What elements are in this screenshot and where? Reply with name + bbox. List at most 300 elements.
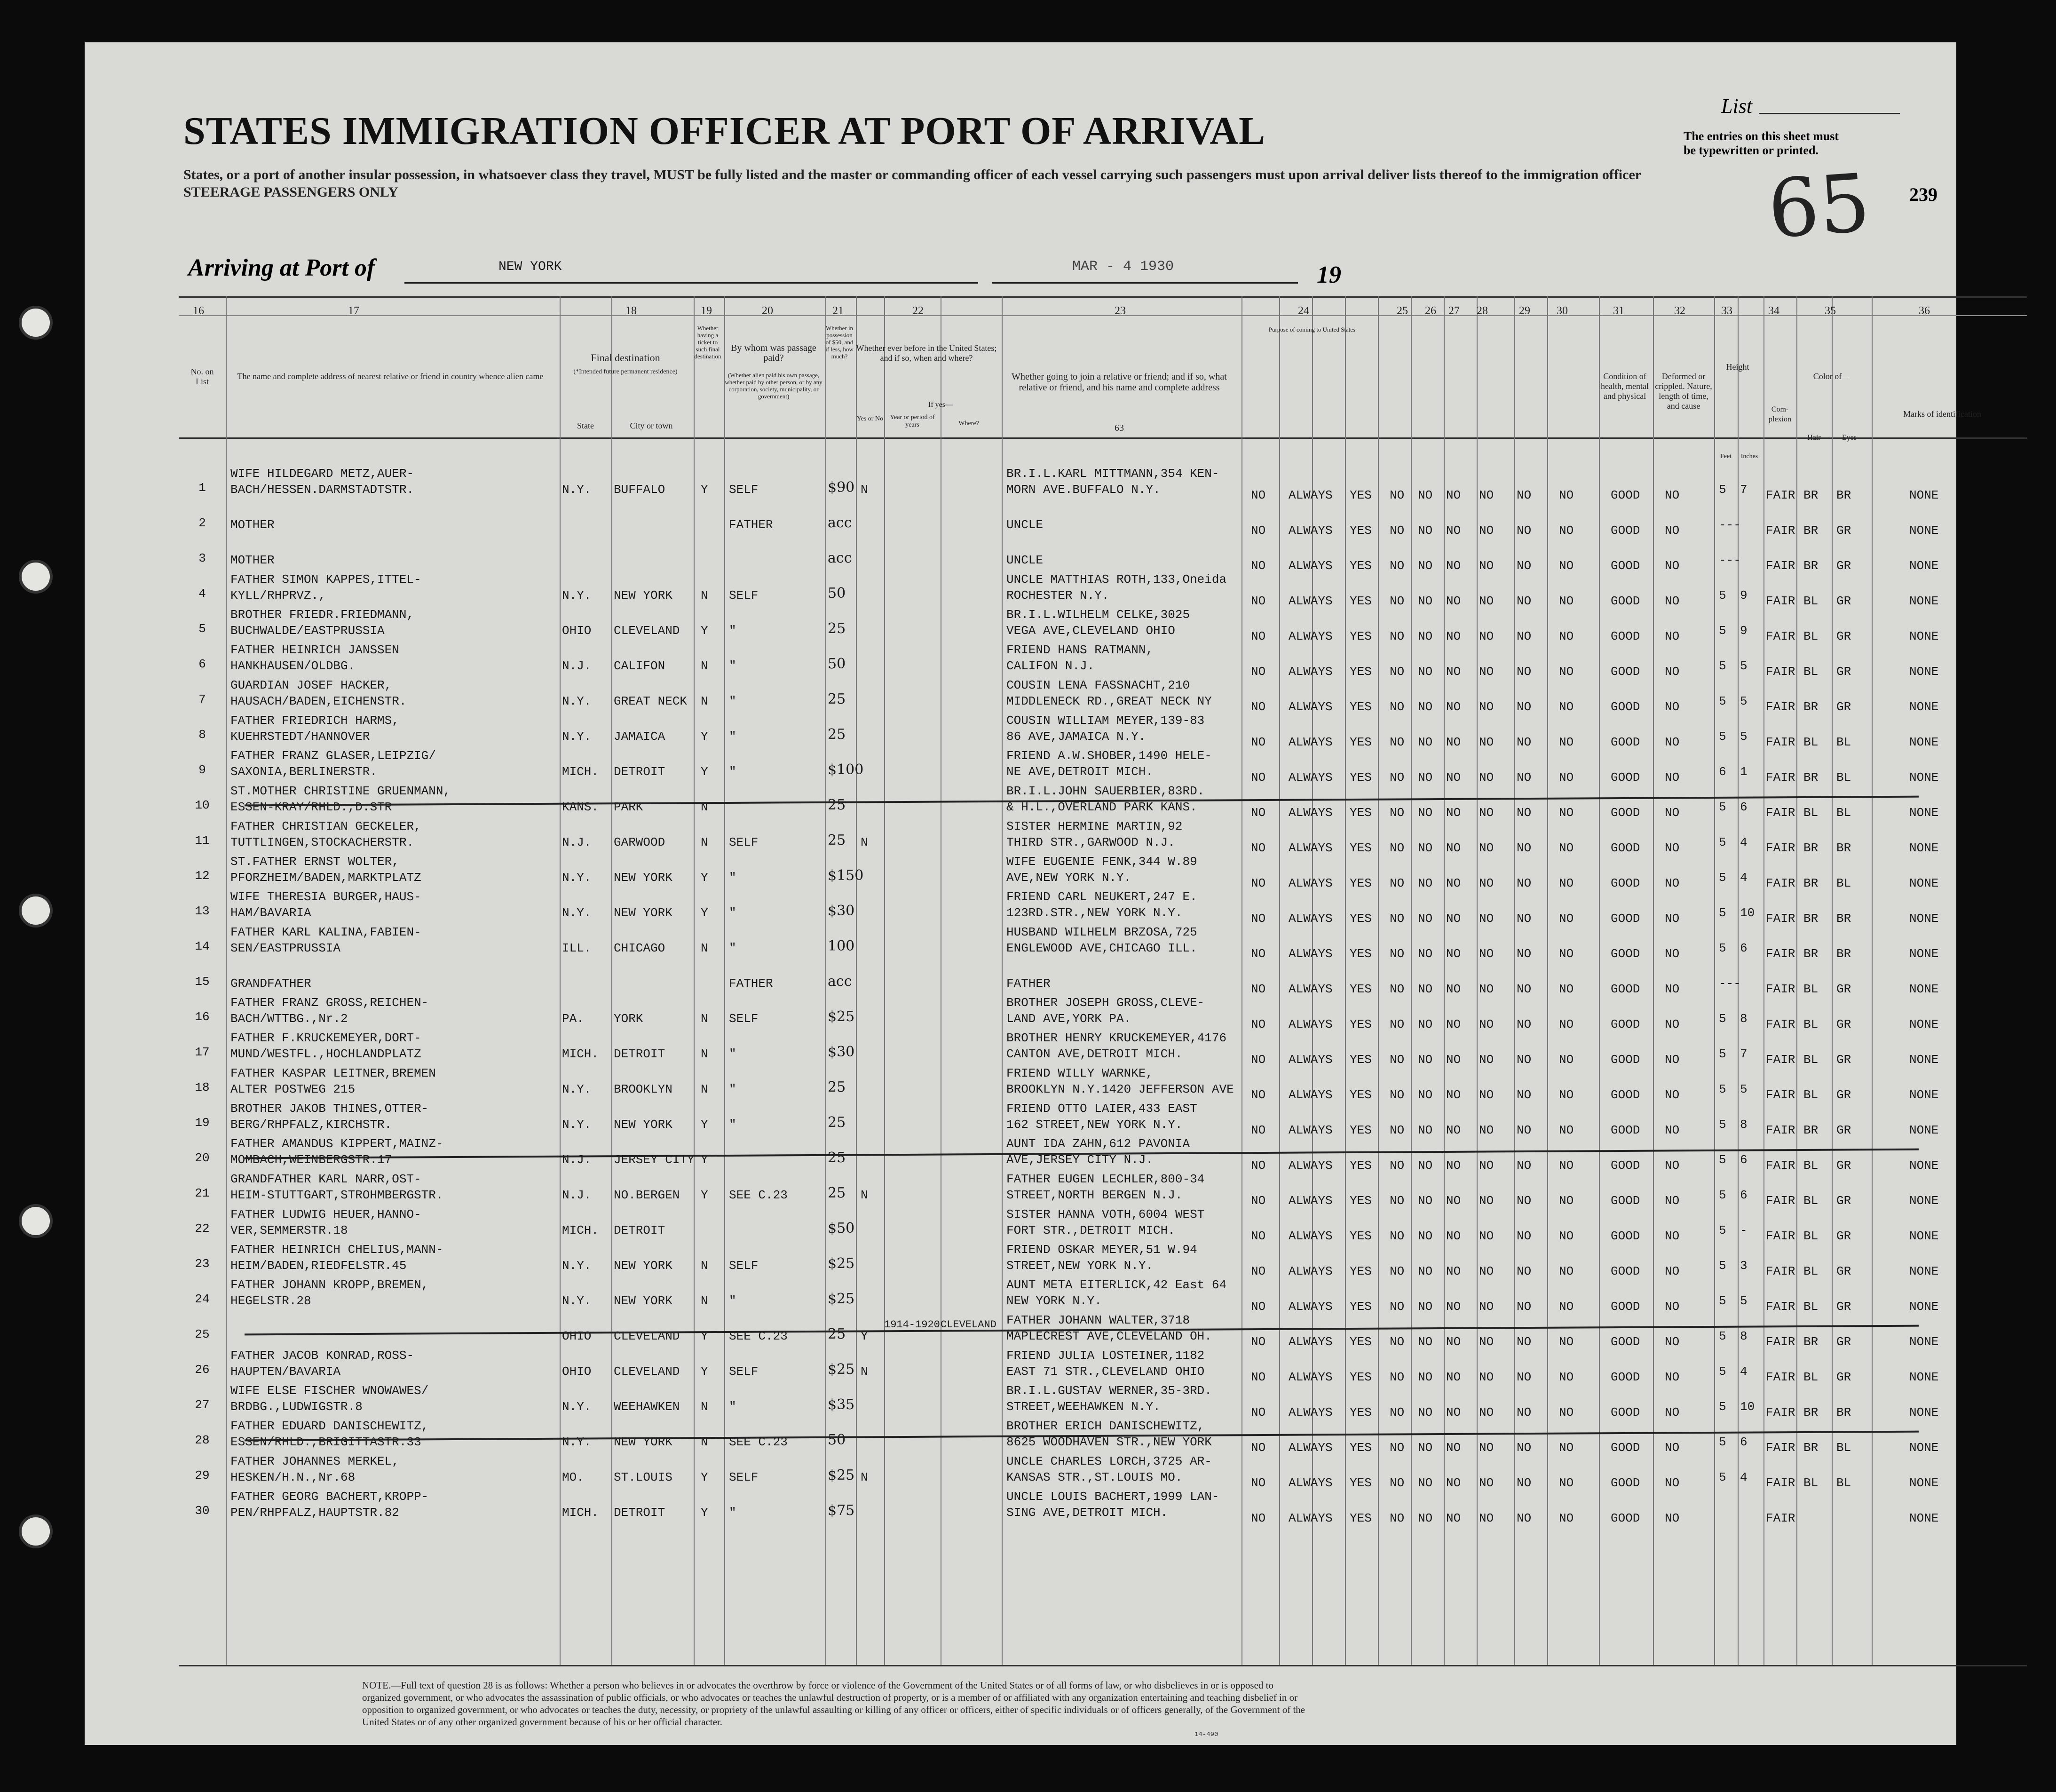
cell-state: KANS. [562, 800, 599, 814]
cell-deform: NO [1665, 665, 1680, 679]
cell-f28: NO [1479, 700, 1494, 714]
cell-hair: BL [1803, 735, 1819, 749]
cell-health: GOOD [1611, 559, 1640, 573]
cell-city: NO.BERGEN [614, 1188, 680, 1202]
cell-ticket: Y [701, 1470, 708, 1484]
cell-ft: --- [1719, 518, 1741, 532]
cell-cx: FAIR [1766, 629, 1795, 643]
cell-money: 25 [828, 1114, 846, 1131]
hdr-period: Year or period of years [890, 414, 935, 428]
hdr-eyes: Eyes [1842, 434, 1857, 442]
cell-health: GOOD [1611, 1405, 1640, 1419]
cell-ticket: Y [701, 765, 708, 779]
cell-in: 4 [1740, 1364, 1748, 1379]
cell-hair: BR [1803, 912, 1819, 926]
hdr-inches: Inches [1740, 453, 1758, 460]
cell-hair: BR [1803, 770, 1819, 785]
cell-f26: NO [1418, 770, 1433, 785]
cell-state: PA. [562, 1012, 584, 1026]
row-number: 29 [195, 1468, 210, 1483]
date-stamp: MAR - 4 1930 [1072, 259, 1174, 275]
cell-ticket: Y [701, 729, 708, 744]
cell-paid: FATHER [729, 518, 773, 532]
cell-ticket: N [701, 659, 708, 673]
cell-join1: AUNT META EITERLICK,42 East 64 [1006, 1278, 1227, 1292]
hdr-money: Whether in possession of $50, and if less, how much? [825, 325, 854, 360]
cell-cx: FAIR [1766, 982, 1795, 996]
cell-f28: NO [1479, 488, 1494, 502]
cell-deform: NO [1665, 1441, 1680, 1455]
cell-f25: NO [1390, 770, 1405, 785]
cell-rel2: SAXONIA,BERLINERSTR. [230, 765, 378, 779]
cell-join1: FRIEND WILLY WARNKE, [1006, 1066, 1154, 1080]
row-number: 10 [195, 798, 210, 812]
cell-eyes: GR [1836, 1123, 1851, 1137]
hdr-relative: The name and complete address of nearest relative or friend in country whence alien came [237, 372, 544, 381]
cell-p1: NO [1251, 523, 1266, 538]
cell-f29: NO [1517, 912, 1532, 926]
cell-money: $90 [828, 479, 855, 496]
cell-f28: NO [1479, 1123, 1494, 1137]
cell-f26: NO [1418, 594, 1433, 608]
cell-money: $25 [828, 1361, 855, 1378]
cell-p3: YES [1350, 559, 1372, 573]
cell-f30: NO [1559, 841, 1574, 855]
cell-f29: NO [1517, 1229, 1532, 1243]
cell-f27: NO [1446, 1229, 1461, 1243]
cell-f26: NO [1418, 488, 1433, 502]
cell-f27: NO [1446, 1194, 1461, 1208]
cell-join1: FATHER JOHANN WALTER,3718 [1006, 1313, 1190, 1327]
cell-join1: BR.I.L.GUSTAV WERNER,35-3RD. [1006, 1384, 1212, 1398]
cell-in: 8 [1740, 1118, 1748, 1132]
cell-in: 6 [1740, 941, 1748, 955]
cell-health: GOOD [1611, 1088, 1640, 1102]
cell-paid: SELF [729, 1470, 759, 1484]
cell-state: N.Y. [562, 871, 592, 885]
cell-money: $75 [828, 1502, 855, 1519]
cell-deform: NO [1665, 629, 1680, 643]
cell-f26: NO [1418, 1511, 1433, 1525]
cell-health: GOOD [1611, 1441, 1640, 1455]
cell-p3: YES [1350, 1158, 1372, 1173]
cell-p3: YES [1350, 841, 1372, 855]
cell-p2: ALWAYS [1289, 1441, 1333, 1455]
table-row [85, 748, 1956, 783]
cell-f27: NO [1446, 1370, 1461, 1384]
cell-eyes: BR [1836, 912, 1851, 926]
cell-eyes: GR [1836, 1300, 1851, 1314]
cell-p3: YES [1350, 523, 1372, 538]
cell-money: $30 [828, 903, 855, 919]
column-number: 36 [1919, 305, 1930, 317]
cell-in: 5 [1740, 729, 1748, 744]
cell-p3: YES [1350, 735, 1372, 749]
cell-p3: YES [1350, 1370, 1372, 1384]
cell-rel2: BACH/WTTBG.,Nr.2 [230, 1012, 348, 1026]
cell-rel2: MOTHER [230, 518, 275, 532]
cell-state: N.Y. [562, 1294, 592, 1308]
cell-cx: FAIR [1766, 1229, 1795, 1243]
cell-marks: NONE [1909, 700, 1939, 714]
cell-rel1: BROTHER JAKOB THINES,OTTER- [230, 1102, 429, 1116]
table-row [85, 1136, 1956, 1171]
cell-cx: FAIR [1766, 770, 1795, 785]
cell-f29: NO [1517, 594, 1532, 608]
cell-join2: AVE,JERSEY CITY N.J. [1006, 1153, 1154, 1167]
cell-p2: ALWAYS [1289, 1017, 1333, 1031]
list-underline [1759, 113, 1900, 114]
cell-f28: NO [1479, 559, 1494, 573]
cell-p2: ALWAYS [1289, 982, 1333, 996]
cell-paid: " [729, 1047, 736, 1061]
cell-eyes: GR [1836, 523, 1851, 538]
hdr-yes-no: Yes or No [856, 415, 884, 422]
column-number: 24 [1298, 305, 1309, 317]
cell-p2: ALWAYS [1289, 559, 1333, 573]
year-prefix: 19 [1317, 262, 1341, 288]
cell-health: GOOD [1611, 1370, 1640, 1384]
cell-f30: NO [1559, 1158, 1574, 1173]
cell-hair: BL [1803, 1194, 1819, 1208]
cell-f25: NO [1390, 1476, 1405, 1490]
cell-before: N [861, 483, 868, 497]
row-number: 20 [195, 1151, 210, 1165]
cell-p2: ALWAYS [1289, 1335, 1333, 1349]
column-number: 20 [762, 305, 773, 317]
column-number: 30 [1557, 305, 1568, 317]
cell-state: N.Y. [562, 906, 592, 920]
cell-before: Y [861, 1329, 868, 1343]
cell-join1: BROTHER HENRY KRUCKEMEYER,4176 [1006, 1031, 1227, 1045]
cell-join1: WIFE EUGENIE FENK,344 W.89 [1006, 855, 1197, 869]
hdr-complexion: Com-plexion [1769, 405, 1791, 423]
hdr-hair: Hair [1807, 434, 1821, 442]
column-number: 16 [193, 305, 204, 317]
cell-rel1: FATHER JOHANN KROPP,BREMEN, [230, 1278, 429, 1292]
cell-city: NEW YORK [614, 871, 672, 885]
cell-money: $30 [828, 1044, 855, 1060]
cell-f25: NO [1390, 700, 1405, 714]
cell-eyes: BL [1836, 1476, 1851, 1490]
cell-p3: YES [1350, 982, 1372, 996]
cell-f26: NO [1418, 1476, 1433, 1490]
table-row [85, 889, 1956, 924]
cell-ticket: N [701, 800, 708, 814]
cell-join1: AUNT IDA ZAHN,612 PAVONIA [1006, 1137, 1190, 1151]
cell-f30: NO [1559, 523, 1574, 538]
cell-f29: NO [1517, 806, 1532, 820]
cell-money: 25 [828, 1079, 846, 1095]
cell-join2: NEW YORK N.Y. [1006, 1294, 1102, 1308]
cell-f30: NO [1559, 1053, 1574, 1067]
cell-health: GOOD [1611, 1264, 1640, 1278]
cell-f30: NO [1559, 876, 1574, 890]
cell-state: N.Y. [562, 1082, 592, 1096]
hdr-ticket: Whether having a ticket to such final destination [694, 325, 721, 360]
cell-p1: NO [1251, 982, 1266, 996]
cell-eyes: GR [1836, 1088, 1851, 1102]
cell-health: GOOD [1611, 947, 1640, 961]
cell-marks: NONE [1909, 982, 1939, 996]
cell-f30: NO [1559, 912, 1574, 926]
row-number: 9 [198, 763, 206, 777]
cell-rel2: KUEHRSTEDT/HANNOVER [230, 729, 370, 744]
cell-f30: NO [1559, 1405, 1574, 1419]
cell-ft: --- [1719, 976, 1741, 991]
cell-marks: NONE [1909, 1405, 1939, 1419]
row-number: 4 [198, 587, 206, 601]
cell-p2: ALWAYS [1289, 700, 1333, 714]
cell-hair: BR [1803, 1123, 1819, 1137]
cell-p1: NO [1251, 1476, 1266, 1490]
cell-rel2: HEGELSTR.28 [230, 1294, 311, 1308]
binder-ring [19, 894, 53, 928]
cell-rel2: HESKEN/H.N.,Nr.68 [230, 1470, 356, 1484]
cell-paid: SELF [729, 483, 759, 497]
table-row [85, 536, 1956, 571]
cell-p2: ALWAYS [1289, 1123, 1333, 1137]
cell-ft: 5 [1719, 906, 1726, 920]
cell-join1: FRIEND OSKAR MEYER,51 W.94 [1006, 1243, 1197, 1257]
cell-city: DETROIT [614, 1506, 665, 1520]
table-row [85, 1312, 1956, 1347]
cell-rel1: FATHER AMANDUS KIPPERT,MAINZ- [230, 1137, 443, 1151]
cell-join1: UNCLE MATTHIAS ROTH,133,Oneida [1006, 572, 1227, 587]
cell-rel2: VER,SEMMERSTR.18 [230, 1223, 348, 1237]
cell-f28: NO [1479, 1229, 1494, 1243]
table-row [85, 1171, 1956, 1206]
cell-hair: BR [1803, 1335, 1819, 1349]
cell-city: NEW YORK [614, 1435, 672, 1449]
cell-p3: YES [1350, 594, 1372, 608]
cell-rel2: TUTTLINGEN,STOCKACHERSTR. [230, 835, 414, 849]
cell-f28: NO [1479, 629, 1494, 643]
cell-deform: NO [1665, 841, 1680, 855]
cell-f29: NO [1517, 982, 1532, 996]
cell-money: 25 [828, 726, 846, 743]
cell-ticket: N [701, 1259, 708, 1273]
cell-state: N.Y. [562, 729, 592, 744]
hdr-city: City or town [630, 421, 673, 430]
cell-where: CLEVELAND [941, 1319, 996, 1331]
cell-rel1: GUARDIAN JOSEF HACKER, [230, 678, 392, 692]
cell-join1: BROTHER ERICH DANISCHEWITZ, [1006, 1419, 1205, 1433]
cell-p1: NO [1251, 841, 1266, 855]
cell-join1: BR.I.L.KARL MITTMANN,354 KEN- [1006, 467, 1219, 481]
cell-hair: BR [1803, 700, 1819, 714]
cell-p1: NO [1251, 665, 1266, 679]
cell-marks: NONE [1909, 1017, 1939, 1031]
cell-ticket: N [701, 835, 708, 849]
cell-rel1: FATHER JACOB KONRAD,ROSS- [230, 1348, 414, 1363]
cell-f27: NO [1446, 841, 1461, 855]
cell-f26: NO [1418, 1264, 1433, 1278]
cell-eyes: GR [1836, 700, 1851, 714]
table-row [85, 818, 1956, 853]
cell-marks: NONE [1909, 629, 1939, 643]
cell-hair: BL [1803, 665, 1819, 679]
cell-rel2: HAUSACH/BADEN,EICHENSTR. [230, 694, 407, 708]
cell-rel1: FATHER KASPAR LEITNER,BREMEN [230, 1066, 436, 1080]
cell-ft: 5 [1719, 1153, 1726, 1167]
cell-f29: NO [1517, 1441, 1532, 1455]
cell-ft: 5 [1719, 1223, 1726, 1237]
cell-f27: NO [1446, 1511, 1461, 1525]
cell-in: 6 [1740, 1435, 1748, 1449]
cell-hair: BL [1803, 806, 1819, 820]
entries-note [1684, 129, 1839, 158]
cell-city: WEEHAWKEN [614, 1400, 680, 1414]
cell-p3: YES [1350, 1053, 1372, 1067]
cell-in: 1 [1740, 765, 1748, 779]
cell-hair: BL [1803, 1476, 1819, 1490]
cell-f27: NO [1446, 700, 1461, 714]
cell-p3: YES [1350, 1476, 1372, 1490]
cell-p2: ALWAYS [1289, 594, 1333, 608]
cell-join1: COUSIN WILLIAM MEYER,139-83 [1006, 714, 1205, 728]
cell-city: CALIFON [614, 659, 665, 673]
cell-f25: NO [1390, 1300, 1405, 1314]
table-row [85, 1418, 1956, 1453]
cell-p2: ALWAYS [1289, 665, 1333, 679]
cell-join2: CANTON AVE,DETROIT MICH. [1006, 1047, 1183, 1061]
cell-health: GOOD [1611, 594, 1640, 608]
port-underline [404, 282, 978, 284]
cell-health: GOOD [1611, 700, 1640, 714]
cell-deform: NO [1665, 735, 1680, 749]
cell-health: GOOD [1611, 1158, 1640, 1173]
cell-p1: NO [1251, 947, 1266, 961]
cell-health: GOOD [1611, 1194, 1640, 1208]
cell-f29: NO [1517, 947, 1532, 961]
cell-paid: " [729, 1082, 736, 1096]
cell-f25: NO [1390, 1123, 1405, 1137]
hdr-passage-note: (Whether alien paid his own passage, whether paid by other person, or by any corporation, society, municipality, or government) [725, 372, 822, 400]
cell-cx: FAIR [1766, 1088, 1795, 1102]
cell-f25: NO [1390, 594, 1405, 608]
cell-cx: FAIR [1766, 912, 1795, 926]
row-number: 16 [195, 1010, 210, 1024]
cell-ticket: Y [701, 483, 708, 497]
cell-deform: NO [1665, 912, 1680, 926]
cell-f27: NO [1446, 488, 1461, 502]
cell-ticket: Y [701, 871, 708, 885]
cell-f28: NO [1479, 982, 1494, 996]
cell-money: 50 [828, 656, 846, 672]
hdr-final-destination-note: (*Intended future permanent residence) [573, 368, 678, 375]
cell-join2: STREET,NEW YORK N.Y. [1006, 1259, 1154, 1273]
cell-money: 25 [828, 797, 846, 813]
cell-money: $25 [828, 1255, 855, 1272]
cell-f27: NO [1446, 559, 1461, 573]
row-number: 19 [195, 1116, 210, 1130]
cell-ticket: N [701, 1012, 708, 1026]
cell-money: 100 [828, 938, 855, 954]
cell-f28: NO [1479, 876, 1494, 890]
table-row [85, 1489, 1956, 1523]
cell-rel1: FATHER EDUARD DANISCHEWITZ, [230, 1419, 429, 1433]
cell-ft: 5 [1719, 871, 1726, 885]
cell-state: N.J. [562, 1188, 592, 1202]
cell-rel2: PEN/RHPFALZ,HAUPTSTR.82 [230, 1506, 399, 1520]
cell-f30: NO [1559, 1229, 1574, 1243]
cell-city: GREAT NECK [614, 694, 688, 708]
cell-ft: 5 [1719, 941, 1726, 955]
cell-f25: NO [1390, 1335, 1405, 1349]
cell-join1: FRIEND JULIA LOSTEINER,1182 [1006, 1348, 1205, 1363]
cell-eyes: GR [1836, 1264, 1851, 1278]
cell-ticket: N [701, 588, 708, 603]
cell-marks: NONE [1909, 1476, 1939, 1490]
row-number: 8 [198, 728, 206, 742]
cell-f25: NO [1390, 1017, 1405, 1031]
cell-cx: FAIR [1766, 488, 1795, 502]
cell-rel1: FATHER SIMON KAPPES,ITTEL- [230, 572, 421, 587]
list-number: 65 [1765, 156, 1873, 257]
cell-deform: NO [1665, 982, 1680, 996]
list-label: List [1721, 95, 1753, 118]
cell-deform: NO [1665, 1158, 1680, 1173]
cell-in: 7 [1740, 483, 1748, 497]
cell-join2: & H.L.,OVERLAND PARK KANS. [1006, 800, 1197, 814]
row-number: 6 [198, 657, 206, 671]
cell-before: N [861, 1470, 868, 1484]
cell-p1: NO [1251, 1088, 1266, 1102]
cell-ft: 5 [1719, 624, 1726, 638]
cell-f28: NO [1479, 665, 1494, 679]
cell-hair: BR [1803, 523, 1819, 538]
cell-rel1: WIFE HILDEGARD METZ,AUER- [230, 467, 414, 481]
cell-f28: NO [1479, 1264, 1494, 1278]
cell-f26: NO [1418, 700, 1433, 714]
cell-p2: ALWAYS [1289, 841, 1333, 855]
cell-join2: FORT STR.,DETROIT MICH. [1006, 1223, 1175, 1237]
cell-f30: NO [1559, 1017, 1574, 1031]
cell-paid: SELF [729, 1012, 759, 1026]
cell-f27: NO [1446, 1158, 1461, 1173]
cell-ft: 5 [1719, 1329, 1726, 1343]
cell-f30: NO [1559, 1088, 1574, 1102]
cell-marks: NONE [1909, 1053, 1939, 1067]
cell-f27: NO [1446, 912, 1461, 926]
cell-join1: FRIEND CARL NEUKERT,247 E. [1006, 890, 1197, 904]
cell-rel2: MUND/WESTFL.,HOCHLANDPLATZ [230, 1047, 421, 1061]
cell-health: GOOD [1611, 665, 1640, 679]
cell-hair: BR [1803, 947, 1819, 961]
column-number: 21 [832, 305, 844, 317]
row-number: 13 [195, 904, 210, 918]
cell-deform: NO [1665, 806, 1680, 820]
cell-p1: NO [1251, 1264, 1266, 1278]
column-number: 28 [1477, 305, 1488, 317]
cell-f26: NO [1418, 1405, 1433, 1419]
cell-marks: NONE [1909, 1335, 1939, 1349]
cell-p2: ALWAYS [1289, 1370, 1333, 1384]
cell-state: OHIO [562, 624, 592, 638]
cell-f29: NO [1517, 559, 1532, 573]
cell-paid: " [729, 694, 736, 708]
cell-city: JERSEY CITY [614, 1153, 695, 1167]
cell-cx: FAIR [1766, 1405, 1795, 1419]
cell-f30: NO [1559, 770, 1574, 785]
row-number: 27 [195, 1398, 210, 1412]
cell-f28: NO [1479, 1476, 1494, 1490]
cell-f30: NO [1559, 559, 1574, 573]
cell-join2: MIDDLENECK RD.,GREAT NECK NY [1006, 694, 1212, 708]
cell-p1: NO [1251, 559, 1266, 573]
cell-marks: NONE [1909, 594, 1939, 608]
